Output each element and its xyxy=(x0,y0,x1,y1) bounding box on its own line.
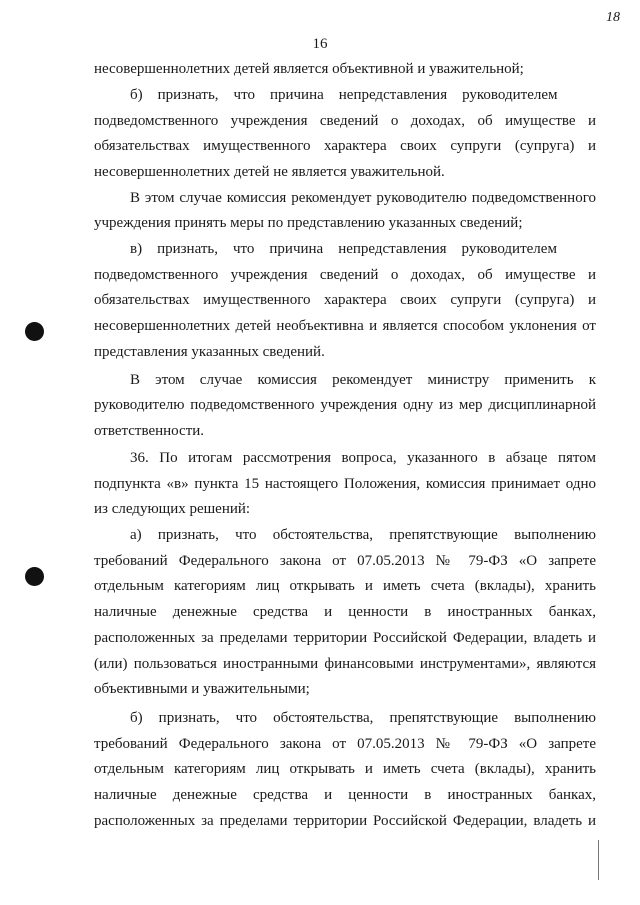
text-line: подпункта «в» пункта 15 настоящего Положения, комиссия принимает одно xyxy=(94,477,596,492)
text-line: несовершеннолетних детей является объективной и уважительной; xyxy=(94,62,524,77)
text-line: объективными и уважительными; xyxy=(94,682,310,697)
text-line: требований Федерального закона от 07.05.2013 № 79-ФЗ «О запрете xyxy=(94,554,596,569)
text-line: подведомственного учреждения сведений о доходах, об имуществе и xyxy=(94,268,596,283)
text-line: в) признать, что причина непредставления руководителем xyxy=(130,242,557,257)
text-line: подведомственного учреждения сведений о доходах, об имуществе и xyxy=(94,114,596,129)
text-line: учреждения принять меры по представлению указанных сведений; xyxy=(94,216,523,231)
text-line: В этом случае комиссия рекомендует руководителю подведомственного xyxy=(130,191,596,206)
handwritten-page-mark: 18 xyxy=(606,10,620,25)
text-line: из следующих решений: xyxy=(94,502,251,517)
text-line: В этом случае комиссия рекомендует министру применить к xyxy=(130,373,596,388)
text-line: руководителю подведомственного учреждения одну из мер дисциплинарной xyxy=(94,398,596,413)
text-line: отдельным категориям лиц открывать и иметь счета (вклады), хранить xyxy=(94,579,596,594)
text-line: расположенных за пределами территории Российской Федерации, владеть и xyxy=(94,814,596,829)
margin-scan-mark xyxy=(598,840,599,880)
binder-hole-top xyxy=(25,322,44,341)
text-line: б) признать, что причина непредставления руководителем xyxy=(130,88,558,103)
text-line: б) признать, что обстоятельства, препятствующие выполнению xyxy=(130,711,596,726)
text-line: обязательствах имущественного характера своих супруги (супруга) и xyxy=(94,293,596,308)
text-line: несовершеннолетних детей необъективна и является способом уклонения от xyxy=(94,319,596,334)
text-line: несовершеннолетних детей не является уважительной. xyxy=(94,165,445,180)
text-line: расположенных за пределами территории Российской Федерации, владеть и xyxy=(94,631,596,646)
page-number: 16 xyxy=(312,36,328,52)
text-line: а) признать, что обстоятельства, препятствующие выполнению xyxy=(130,528,596,543)
text-line: представления указанных сведений. xyxy=(94,345,325,360)
text-line: требований Федерального закона от 07.05.2013 № 79-ФЗ «О запрете xyxy=(94,737,596,752)
binder-hole-bottom xyxy=(25,567,44,586)
text-line: 36. По итогам рассмотрения вопроса, указанного в абзаце пятом xyxy=(130,451,596,466)
text-line: ответственности. xyxy=(94,424,205,439)
text-line: (или) пользоваться иностранными финансовыми инструментами», являются xyxy=(94,657,596,672)
text-line: наличные денежные средства и ценности в иностранных банках, xyxy=(94,605,596,620)
text-line: обязательствах имущественного характера своих супруги (супруга) и xyxy=(94,139,596,154)
text-line: наличные денежные средства и ценности в иностранных банках, xyxy=(94,788,596,803)
text-line: отдельным категориям лиц открывать и иметь счета (вклады), хранить xyxy=(94,762,596,777)
